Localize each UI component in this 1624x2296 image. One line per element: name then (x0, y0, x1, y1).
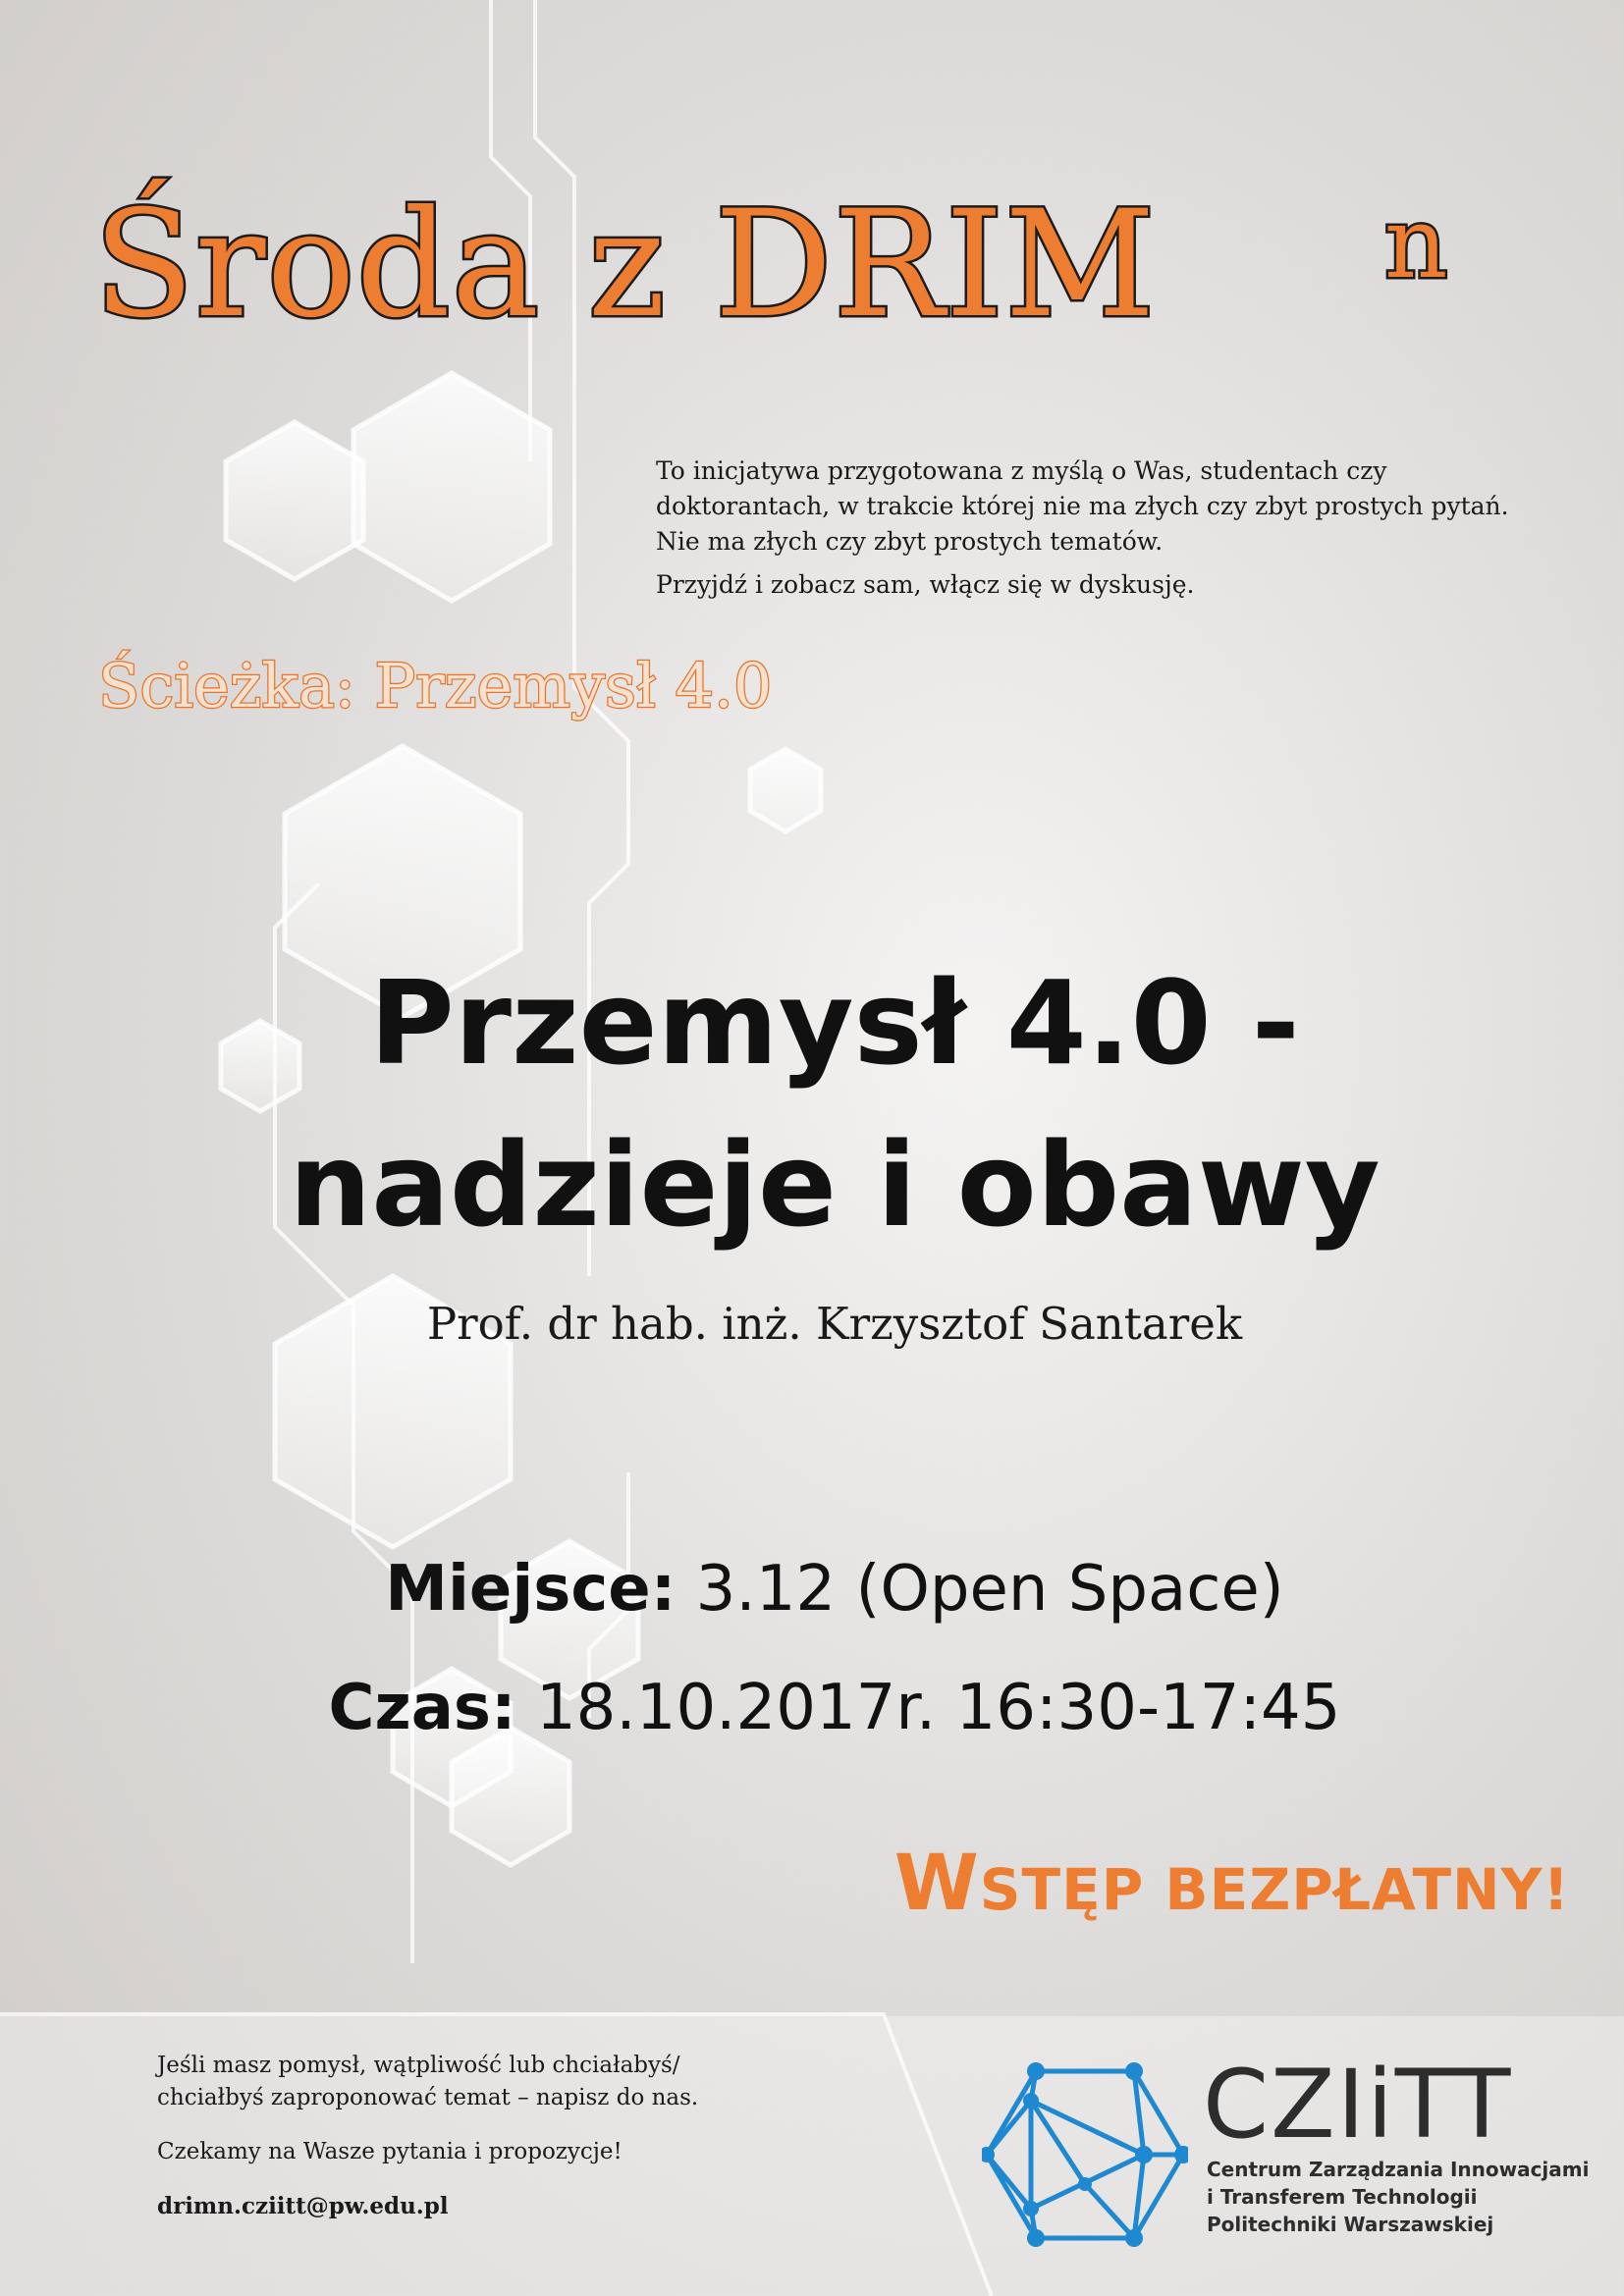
place-value: 3.12 (Open Space) (695, 1553, 1284, 1626)
event-series-title-superscript: n (1384, 186, 1448, 300)
footer-line: Jeśli masz pomysł, wątpliwość lub chciałabyś/ (157, 2053, 680, 2078)
time-value: 18.10.2017r. 16:30-17:45 (535, 1672, 1341, 1744)
intro-line: doktorantach, w trakcie której nie ma złych czy zbyt prostych pytań. (656, 492, 1509, 520)
cziitt-name-line: Centrum Zarządzania Innowacjami (1207, 2158, 1590, 2181)
cziitt-wordmark: CZIiTT (1203, 2050, 1513, 2160)
lecture-title (0, 942, 1624, 1266)
lecture-title-line1: Przemysł 4.0 - (369, 955, 1300, 1091)
place-info (0, 1553, 1624, 1626)
footer-line: Czekamy na Wasze pytania i propozycje! (157, 2139, 623, 2164)
intro-text (656, 454, 1598, 603)
time-info (0, 1672, 1624, 1744)
contact-email[interactable]: drimn.cziitt@pw.edu.pl (157, 2193, 449, 2219)
cziitt-name-line: i Transferem Technologii (1207, 2185, 1478, 2209)
footer-line: chciałbyś zaproponować temat – napisz do nas. (157, 2085, 699, 2110)
cziitt-full-name (1207, 2156, 1589, 2238)
lecture-title-line2: nadzieje i obawy (289, 1117, 1380, 1253)
footer-contact (157, 2050, 864, 2222)
speaker-name: Prof. dr hab. inż. Krzysztof Santarek (426, 1298, 1243, 1350)
intro-line: To inicjatywa przygotowana z myślą o Was, studentach czy (656, 456, 1387, 485)
place-label: Miejsce: (385, 1553, 677, 1626)
free-entry-text: STĘP BEZPŁATNY! (979, 1856, 1570, 1923)
intro-line: Nie ma złych czy zbyt prostych tematów. (656, 527, 1164, 556)
track-heading: Ścieżka: Przemysł 4.0 (98, 650, 773, 721)
free-entry-banner (893, 1840, 1570, 1928)
time-label: Czas: (328, 1672, 516, 1744)
event-series-title: Środa z DRIM (93, 180, 1157, 350)
cziitt-name-line: Politechniki Warszawskiej (1207, 2213, 1494, 2236)
free-entry-initial: W (893, 1840, 980, 1928)
cziitt-network-logo-icon (982, 2061, 1188, 2248)
intro-line: Przyjdź i zobacz sam, włącz się w dyskusję. (656, 570, 1195, 599)
